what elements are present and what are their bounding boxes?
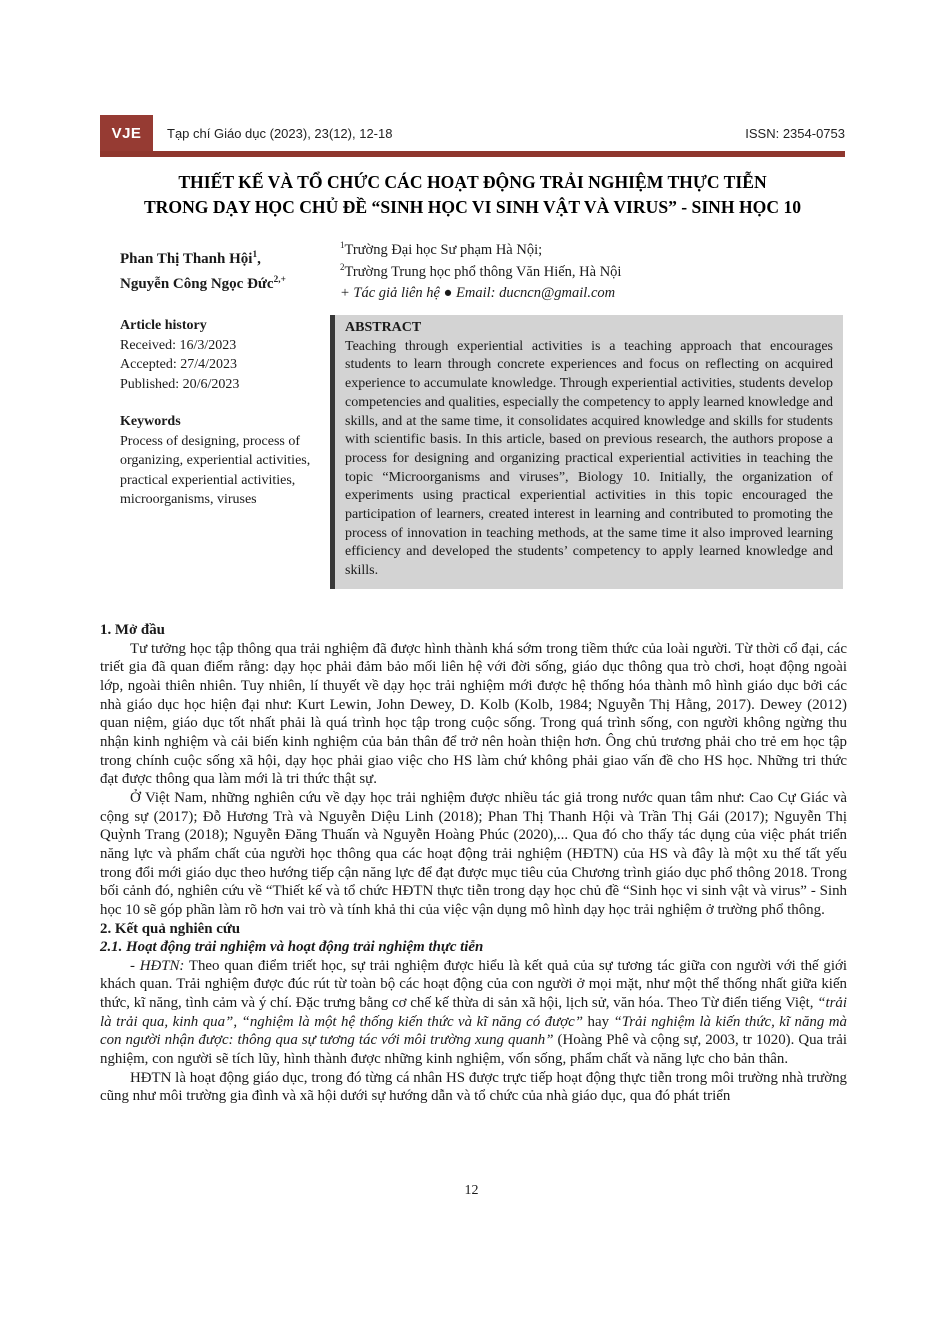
- affiliation-1-superscript: 1: [340, 240, 345, 251]
- author-name-1: [120, 247, 340, 272]
- published-date: Published: 20/6/2023: [120, 376, 240, 392]
- affiliation-2-superscript: 2: [340, 261, 345, 272]
- section-2-heading: 2. Kết quả nghiên cứu: [100, 920, 241, 937]
- hdtn-term: - HĐTN:: [130, 957, 185, 974]
- header-divider-rule: [100, 151, 845, 157]
- article-title-line1: THIẾT KẾ VÀ TỔ CHỨC CÁC HOẠT ĐỘNG TRẢI NGHIỆM THỰC TIỄN: [178, 172, 767, 192]
- issn-number: ISSN: 2354-0753: [745, 125, 845, 141]
- article-title: [96, 170, 849, 220]
- page-number: 12: [464, 1183, 479, 1198]
- author-2-superscript: 2,+: [273, 275, 286, 285]
- article-title-line2: TRONG DẠY HỌC CHỦ ĐỀ “SINH HỌC VI SINH VẬT VÀ VIRUS” - SINH HỌC 10: [143, 197, 802, 217]
- authors-block: [120, 240, 845, 305]
- author-2-text: Nguyễn Công Ngọc Đức: [120, 276, 274, 292]
- vje-logo-text: VJE: [111, 124, 142, 142]
- author-1-comma: ,: [257, 251, 261, 267]
- paragraph-3-text-b: hay: [583, 1013, 614, 1030]
- author-names: [120, 240, 340, 305]
- article-info-column: [120, 316, 330, 510]
- affiliation-1-text: Trường Đại học Sư phạm Hà Nội;: [344, 242, 543, 258]
- body-paragraph-1: Tư tưởng học tập thông qua trải nghiệm đã được hình thành khá sớm trong tiềm thức của loài người. Từ thời cổ đại, các triết gia đã quan điểm rằng: dạy học phải đảm bảo mối liên hệ với đời sống, giáo dục thông qua trò chơi, hoạt động ngoài lớp, ngoài thiên nhiên. Tuy nhiên, lí thuyết về dạy học trải nghiệm mới được hệ thống hóa thành mô hình giáo dục bởi các nhà giáo dục học hiện đại như: Kurt Lewin, John Dewey, D. Kolb (Kolb, 1984; Nguyễn Thị Hằng, 2017). Dewey (2012) quan niệm, giáo dục tốt nhất phải là quá trình học tập trong cuộc sống. Trong quá trình sống, con người không ngừng thu nhận kinh nghiệm và cải biến kinh nghiệm của bản thân để trở nên hoàn thiện hơn. Ông chủ trương phải cho trẻ em học tập trong chính cuộc sống xã hội, dạy học phải giao việc cho HS làm chứ không phải giao vấn đề cho HS học. Những tri thức đạt được thông qua làm mới là tri thức thật sự.: [100, 640, 847, 788]
- author-1-text: Phan Thị Thanh Hội: [120, 251, 253, 267]
- body-paragraph-3: [100, 957, 847, 1069]
- affiliation-2-text: Trường Trung học phổ thông Văn Hiến, Hà Nội: [344, 263, 622, 280]
- abstract-text: Teaching through experiential activities is a teaching approach that encourages students to learn through concrete experiences and focus on reflecting on acquired experience to accumulate knowledge. Through experiential activities, students develop competencies and qualities, especially the competency to apply learned knowledge and skills, and at the same time, it consolidates acquired knowledge and skills for students with scientific basis. In this article, based on previous research, the authors propose a process for designing and organizing practical experiential activities in teaching the topic “Microorganisms and viruses”, Biology 10. Initially, the organization of experiments using practical experiential activities in this topic encouraged the participation of learners, created interest in learning and contributed to promoting the process of innovation in teaching methods, at the same time it also improved learning efficiency and developed the students’ competency to apply learned knowledge and skills.: [345, 338, 833, 579]
- paragraph-3-text-c: (Hoàng Phê và cộng sự, 2003, tr 1020). Qua trải nghiệm, con người sẽ tích lũy, hình thành được những kinh nghiệm, vốn sống, phẩm chất và năng lực cho bản thân.: [100, 1032, 847, 1068]
- author-1-superscript: 1: [252, 250, 258, 260]
- body-paragraph-2: Ở Việt Nam, những nghiên cứu về dạy học trải nghiệm được nhiều tác giả trong nước quan tâm như: Cao Cự Giác và cộng sự (2017); Đỗ Hương Trà và Nguyễn Diệu Linh (2018); Phan Thị Thanh Hội và Trần Thị Gái (2017); Nguyễn Thị Quỳnh Trang (2018); Nguyễn Đăng Thuấn và Nguyễn Hoàng Phúc (2020),... Qua đó cho thấy tác dụng của việc phát triển năng lực và phẩm chất của người học thông qua các hoạt động trải nghiệm (HĐTN) của HS và đây là một xu thế tất yếu trong đổi mới giáo dục theo hướng tiếp cận năng lực để đạt được mục tiêu của Chương trình giáo dục phổ thông 2018. Trong bối cảnh đó, nghiên cứu về “Thiết kế và tổ chức HĐTN thực tiễn trong dạy học chủ đề “Sinh học vi sinh vật và virus” - Sinh học 10 sẽ góp phần làm rõ hơn vai trò và tính khả thi của việc vận dụng mô hình dạy học trải nghiệm ở trường phổ thông.: [100, 789, 847, 918]
- article-body: [100, 621, 847, 1106]
- abstract-heading: ABSTRACT: [345, 320, 422, 335]
- section-1-heading: 1. Mở đầu: [100, 622, 165, 638]
- dictionary-quote-1: “trải là trải qua, kinh qua”, “nghiệm là một hệ thống kiến thức và kĩ năng có được”: [100, 995, 847, 1030]
- journal-citation: Tạp chí Giáo dục (2023), 23(12), 12-18: [167, 125, 393, 141]
- accepted-date: Accepted: 27/4/2023: [120, 357, 238, 372]
- body-paragraph-4: HĐTN là hoạt động giáo dục, trong đó từng cá nhân HS được trực tiếp hoạt động thực tiễn trong môi trường nhà trường cũng như môi trường gia đình và xã hội dưới sự hướng dẫn và tổ chức của nhà giáo dục, qua đó phát triển: [100, 1069, 847, 1105]
- dictionary-quote-2: “Trải nghiệm là kiến thức, kĩ năng mà con người nhận được: thông qua sự tương tác với môi trường xung quanh”: [100, 1013, 847, 1049]
- received-date: Received: 16/3/2023: [120, 337, 237, 353]
- affiliation-line-1: [340, 240, 621, 262]
- corresponding-author-line: + Tác giả liên hệ ● Email: ducncn@gmail.com: [340, 285, 616, 301]
- paragraph-3-text-a: Theo quan điểm triết học, sự trải nghiệm được hiểu là kết quả của sự tương tác giữa con người với thế giới khách quan. Trải nghiệm được đúc rút từ toàn bộ các hoạt động của con người ở mọi mặt, như một thể thống nhất giữa kiến thức, kĩ năng, tình cảm và ý chí. Đặc trưng bằng cơ chế kế thừa di sản xã hội, lịch sử, văn hóa. Theo Từ điển tiếng Việt,: [100, 957, 847, 1012]
- author-name-2: [120, 272, 340, 297]
- vje-logo: [100, 115, 153, 151]
- keywords-heading: Keywords: [120, 414, 181, 429]
- article-history-heading: Article history: [120, 318, 207, 333]
- abstract-box: [330, 315, 843, 589]
- section-2-1-heading: 2.1. Hoạt động trải nghiệm và hoạt động trải nghiệm thực tiễn: [100, 939, 484, 956]
- affiliations-block: [340, 240, 621, 305]
- keywords-text: Process of designing, process of organizing, experiential activities, practical experiential activities, microorganisms, viruses: [120, 433, 311, 507]
- journal-header: [100, 114, 845, 152]
- affiliation-line-2: [340, 262, 621, 284]
- info-spacer: [120, 394, 330, 412]
